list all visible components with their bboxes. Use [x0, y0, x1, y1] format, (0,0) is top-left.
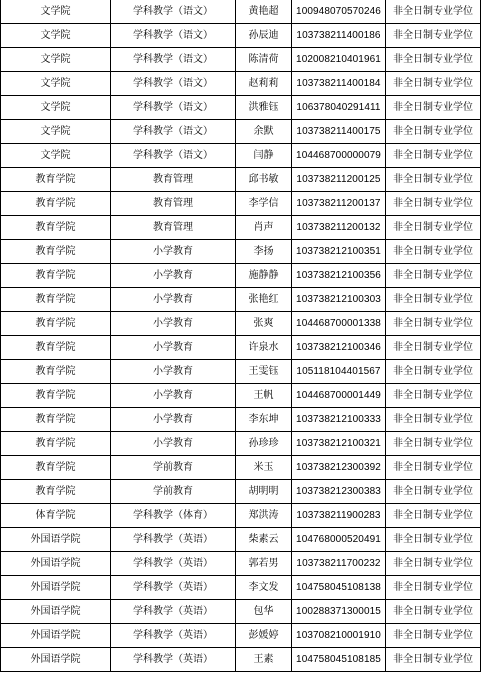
college-cell: 外国语学院 [1, 600, 111, 624]
college-cell: 文学院 [1, 144, 111, 168]
college-cell: 教育学院 [1, 288, 111, 312]
major-cell: 学科教学（英语） [111, 600, 236, 624]
major-cell: 教育管理 [111, 216, 236, 240]
table-row [1, 624, 481, 648]
major-cell: 学科教学（语文） [111, 144, 236, 168]
college-cell: 文学院 [1, 48, 111, 72]
degree-type-cell: 非全日制专业学位 [386, 24, 481, 48]
college-cell: 教育学院 [1, 240, 111, 264]
degree-type-cell: 非全日制专业学位 [386, 288, 481, 312]
college-cell: 外国语学院 [1, 624, 111, 648]
degree-type-cell: 非全日制专业学位 [386, 48, 481, 72]
college-cell: 教育学院 [1, 264, 111, 288]
table-row [1, 240, 481, 264]
degree-type-cell: 非全日制专业学位 [386, 336, 481, 360]
degree-type-cell: 非全日制专业学位 [386, 96, 481, 120]
table-row [1, 120, 481, 144]
college-cell: 教育学院 [1, 360, 111, 384]
degree-type-cell: 非全日制专业学位 [386, 312, 481, 336]
college-cell: 文学院 [1, 72, 111, 96]
degree-type-cell: 非全日制专业学位 [386, 408, 481, 432]
table-row [1, 552, 481, 576]
student-name-cell: 王帆 [236, 384, 292, 408]
college-cell: 教育学院 [1, 480, 111, 504]
major-cell: 学科教学（语文） [111, 120, 236, 144]
student-name-cell: 洪雅钰 [236, 96, 292, 120]
candidate-id-cell: 103738212300383 [292, 480, 386, 504]
major-cell: 学前教育 [111, 456, 236, 480]
candidate-id-cell: 103738211200125 [292, 168, 386, 192]
candidate-id-cell: 103738211400184 [292, 72, 386, 96]
table-row [1, 648, 481, 672]
candidate-id-cell: 103738211400175 [292, 120, 386, 144]
college-cell: 教育学院 [1, 432, 111, 456]
major-cell: 小学教育 [111, 264, 236, 288]
college-cell: 文学院 [1, 120, 111, 144]
college-cell: 体育学院 [1, 504, 111, 528]
student-name-cell: 肖声 [236, 216, 292, 240]
college-cell: 外国语学院 [1, 552, 111, 576]
student-name-cell: 柴素云 [236, 528, 292, 552]
student-name-cell: 李扬 [236, 240, 292, 264]
major-cell: 小学教育 [111, 384, 236, 408]
degree-type-cell: 非全日制专业学位 [386, 552, 481, 576]
major-cell: 小学教育 [111, 408, 236, 432]
table-row [1, 528, 481, 552]
student-name-cell: 王素 [236, 648, 292, 672]
table-row [1, 576, 481, 600]
table-row [1, 480, 481, 504]
degree-type-cell: 非全日制专业学位 [386, 240, 481, 264]
candidate-id-cell: 105118104401567 [292, 360, 386, 384]
major-cell: 学科教学（英语） [111, 624, 236, 648]
major-cell: 小学教育 [111, 288, 236, 312]
degree-type-cell: 非全日制专业学位 [386, 600, 481, 624]
table-row [1, 144, 481, 168]
candidate-id-cell: 103708210001910 [292, 624, 386, 648]
college-cell: 教育学院 [1, 312, 111, 336]
degree-type-cell: 非全日制专业学位 [386, 120, 481, 144]
major-cell: 学科教学（语文） [111, 48, 236, 72]
candidate-id-cell: 103738212100351 [292, 240, 386, 264]
student-name-cell: 孙珍珍 [236, 432, 292, 456]
college-cell: 教育学院 [1, 456, 111, 480]
student-name-cell: 赵莉莉 [236, 72, 292, 96]
table-row [1, 96, 481, 120]
degree-type-cell: 非全日制专业学位 [386, 264, 481, 288]
major-cell: 小学教育 [111, 312, 236, 336]
degree-type-cell: 非全日制专业学位 [386, 504, 481, 528]
student-name-cell: 张爽 [236, 312, 292, 336]
student-name-cell: 王雯钰 [236, 360, 292, 384]
candidate-id-cell: 103738212100356 [292, 264, 386, 288]
college-cell: 文学院 [1, 0, 111, 24]
candidate-id-cell: 103738211200137 [292, 192, 386, 216]
student-name-cell: 余默 [236, 120, 292, 144]
student-name-cell: 胡明明 [236, 480, 292, 504]
major-cell: 小学教育 [111, 336, 236, 360]
candidate-id-cell: 103738212100303 [292, 288, 386, 312]
student-name-cell: 李文发 [236, 576, 292, 600]
degree-type-cell: 非全日制专业学位 [386, 144, 481, 168]
table-row [1, 288, 481, 312]
candidate-id-cell: 103738212100321 [292, 432, 386, 456]
major-cell: 学科教学（英语） [111, 552, 236, 576]
major-cell: 学科教学（英语） [111, 528, 236, 552]
candidate-id-cell: 103738211200132 [292, 216, 386, 240]
candidate-id-cell: 102008210401961 [292, 48, 386, 72]
candidate-id-cell: 100948070570246 [292, 0, 386, 24]
student-name-cell: 包华 [236, 600, 292, 624]
degree-type-cell: 非全日制专业学位 [386, 432, 481, 456]
table-row [1, 0, 481, 24]
student-name-cell: 米玉 [236, 456, 292, 480]
table-row [1, 432, 481, 456]
table-row [1, 504, 481, 528]
major-cell: 小学教育 [111, 432, 236, 456]
major-cell: 小学教育 [111, 360, 236, 384]
college-cell: 教育学院 [1, 192, 111, 216]
table-row [1, 24, 481, 48]
student-name-cell: 闫静 [236, 144, 292, 168]
student-name-cell: 许泉水 [236, 336, 292, 360]
table-row [1, 312, 481, 336]
degree-type-cell: 非全日制专业学位 [386, 216, 481, 240]
student-name-cell: 郭若男 [236, 552, 292, 576]
student-name-cell: 李东坤 [236, 408, 292, 432]
table-row [1, 600, 481, 624]
table-row [1, 408, 481, 432]
degree-type-cell: 非全日制专业学位 [386, 528, 481, 552]
student-name-cell: 彭媛婷 [236, 624, 292, 648]
student-name-cell: 李学信 [236, 192, 292, 216]
major-cell: 学科教学（语文） [111, 72, 236, 96]
candidate-id-cell: 104768000520491 [292, 528, 386, 552]
candidate-id-cell: 100288371300015 [292, 600, 386, 624]
student-name-cell: 邱书敏 [236, 168, 292, 192]
degree-type-cell: 非全日制专业学位 [386, 576, 481, 600]
table-row [1, 168, 481, 192]
major-cell: 学科教学（语文） [111, 24, 236, 48]
candidate-id-cell: 106378040291411 [292, 96, 386, 120]
candidate-id-cell: 104758045108185 [292, 648, 386, 672]
student-name-cell: 张艳红 [236, 288, 292, 312]
candidate-id-cell: 104468700001338 [292, 312, 386, 336]
major-cell: 学科教学（英语） [111, 576, 236, 600]
degree-type-cell: 非全日制专业学位 [386, 648, 481, 672]
college-cell: 外国语学院 [1, 576, 111, 600]
college-cell: 教育学院 [1, 216, 111, 240]
degree-type-cell: 非全日制专业学位 [386, 480, 481, 504]
major-cell: 教育管理 [111, 192, 236, 216]
candidate-id-cell: 104758045108138 [292, 576, 386, 600]
candidate-id-cell: 103738211900283 [292, 504, 386, 528]
degree-type-cell: 非全日制专业学位 [386, 168, 481, 192]
student-name-cell: 陈清荷 [236, 48, 292, 72]
table-row [1, 48, 481, 72]
table-row [1, 384, 481, 408]
table-row [1, 336, 481, 360]
degree-type-cell: 非全日制专业学位 [386, 0, 481, 24]
candidate-id-cell: 103738211400186 [292, 24, 386, 48]
roster-body [1, 0, 481, 672]
student-name-cell: 施静静 [236, 264, 292, 288]
degree-type-cell: 非全日制专业学位 [386, 360, 481, 384]
candidate-id-cell: 103738212100346 [292, 336, 386, 360]
major-cell: 学前教育 [111, 480, 236, 504]
student-name-cell: 黄艳超 [236, 0, 292, 24]
college-cell: 外国语学院 [1, 528, 111, 552]
college-cell: 文学院 [1, 96, 111, 120]
table-row [1, 264, 481, 288]
degree-type-cell: 非全日制专业学位 [386, 192, 481, 216]
college-cell: 教育学院 [1, 384, 111, 408]
degree-type-cell: 非全日制专业学位 [386, 456, 481, 480]
candidate-id-cell: 103738212100333 [292, 408, 386, 432]
table-row [1, 360, 481, 384]
college-cell: 外国语学院 [1, 648, 111, 672]
table-row [1, 216, 481, 240]
student-name-cell: 孙辰迪 [236, 24, 292, 48]
degree-type-cell: 非全日制专业学位 [386, 384, 481, 408]
candidate-id-cell: 104468700001449 [292, 384, 386, 408]
major-cell: 教育管理 [111, 168, 236, 192]
table-row [1, 72, 481, 96]
college-cell: 教育学院 [1, 408, 111, 432]
candidate-id-cell: 103738212300392 [292, 456, 386, 480]
major-cell: 学科教学（体育） [111, 504, 236, 528]
major-cell: 学科教学（语文） [111, 96, 236, 120]
table-row [1, 456, 481, 480]
table-row [1, 192, 481, 216]
college-cell: 文学院 [1, 24, 111, 48]
candidate-id-cell: 103738211700232 [292, 552, 386, 576]
student-name-cell: 郑洪涛 [236, 504, 292, 528]
college-cell: 教育学院 [1, 168, 111, 192]
candidate-id-cell: 104468700000079 [292, 144, 386, 168]
major-cell: 学科教学（语文） [111, 0, 236, 24]
degree-type-cell: 非全日制专业学位 [386, 624, 481, 648]
major-cell: 小学教育 [111, 240, 236, 264]
degree-type-cell: 非全日制专业学位 [386, 72, 481, 96]
college-cell: 教育学院 [1, 336, 111, 360]
major-cell: 学科教学（英语） [111, 648, 236, 672]
